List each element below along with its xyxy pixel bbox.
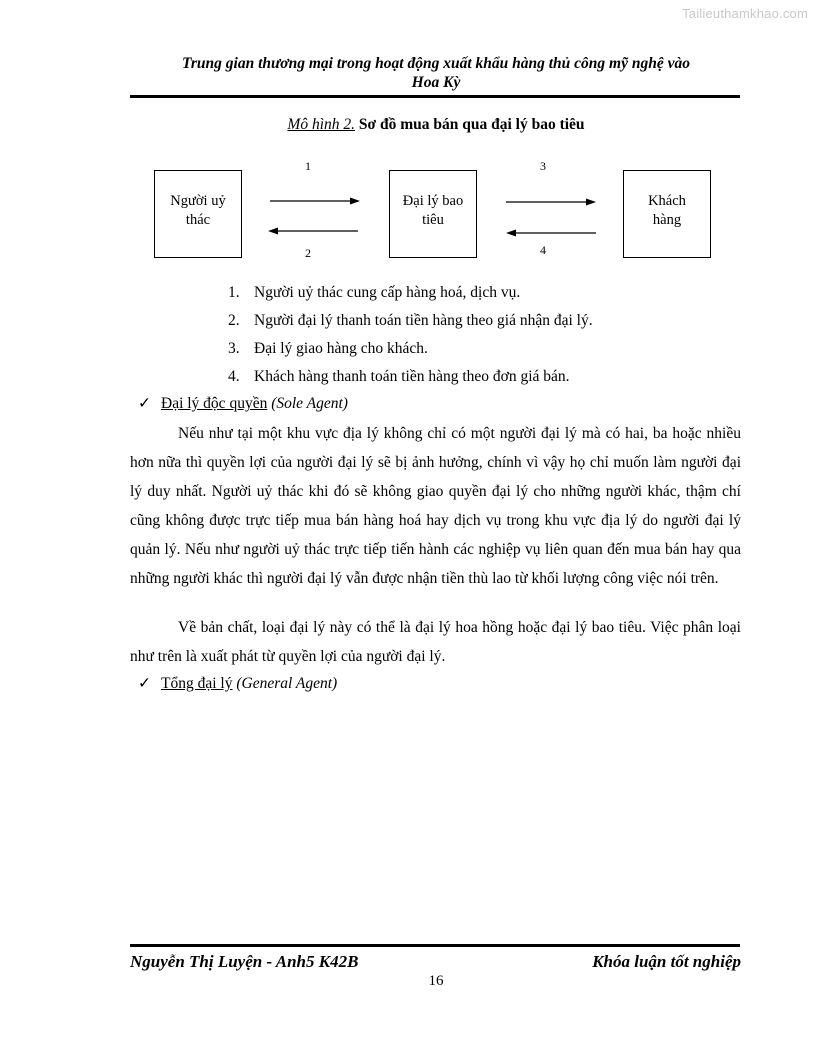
step-text: Đại lý giao hàng cho khách. xyxy=(254,340,428,357)
step-text: Người uỷ thác cung cấp hàng hoá, dịch vụ. xyxy=(254,284,521,301)
paragraph-sole-agent-1: Nếu như tại một khu vực địa lý không chỉ có một người đại lý mà có hai, ba hoặc nhiều hơn nữa thì quyền lợi của người đại lý sẽ bị ảnh hưởng, chính vì vậy họ chỉ muốn làm người đại lý duy nhất. Người uỷ thác khi đó sẽ không giao quyền đại lý cho những người khác, thậm chí cũng không được trực tiếp mua bán hàng hoá hay dịch vụ trong khu vực địa lý do người đại lý quản lý. Nếu như người uỷ thác trực tiếp tiến hành các nghiệp vụ liên quan đến mua bán hay qua những người khác thì người đại lý vẫn được nhận tiền thù lao từ khối lượng công việc nói trên. xyxy=(130,425,741,587)
box-customer-line1: Khách xyxy=(648,193,686,209)
step-text: Khách hàng thanh toán tiền hàng theo đơn giá bán. xyxy=(254,368,570,385)
section-heading-sole-agent xyxy=(138,394,348,413)
box-principal-line1: Người uỷ xyxy=(170,193,226,209)
figure-title: Sơ đồ mua bán qua đại lý bao tiêu xyxy=(358,116,585,133)
header-title-line2: Hoa Kỳ xyxy=(411,74,461,91)
box-agent-line1: Đại lý bao xyxy=(402,193,464,209)
arrow-2-left xyxy=(268,226,358,236)
step-text: Người đại lý thanh toán tiền hàng theo giá nhận đại lý. xyxy=(254,312,593,329)
section-title: Đại lý độc quyền xyxy=(161,395,268,412)
footer-rule xyxy=(130,944,740,947)
arrow-3-right xyxy=(506,197,596,207)
box-customer-line2: hàng xyxy=(652,212,682,228)
box-agent-line2: tiêu xyxy=(422,212,444,228)
list-item xyxy=(228,310,593,338)
box-principal xyxy=(154,170,242,258)
list-item xyxy=(228,366,593,394)
header-rule xyxy=(130,95,740,98)
arrow-number-3: 3 xyxy=(540,159,546,173)
box-principal-line2: thác xyxy=(185,212,211,228)
figure-caption xyxy=(130,116,742,134)
page-header-title xyxy=(130,54,742,92)
step-number: 4. xyxy=(228,368,240,385)
section-title: Tổng đại lý xyxy=(161,675,233,692)
footer-doc-type: Khóa luận tốt nghiệp xyxy=(592,952,741,971)
arrow-1-right xyxy=(270,196,360,206)
arrow-number-4: 4 xyxy=(540,243,546,257)
list-item xyxy=(228,282,593,310)
header-title-line1: Trung gian thương mại trong hoạt động xuất khẩu hàng thủ công mỹ nghệ vào xyxy=(181,55,690,72)
step-number: 1. xyxy=(228,284,240,301)
arrow-number-1: 1 xyxy=(305,159,311,173)
page-number: 16 xyxy=(428,973,444,989)
section-heading-general-agent xyxy=(138,674,337,693)
checkmark-icon: ✓ xyxy=(138,675,151,692)
step-list xyxy=(228,282,593,394)
step-number: 2. xyxy=(228,312,240,329)
paragraph-sole-agent-2: Về bản chất, loại đại lý này có thể là đại lý hoa hồng hoặc đại lý bao tiêu. Việc phân loại như trên là xuất phát từ quyền lợi của người đại lý. xyxy=(130,619,741,665)
footer-author: Nguyễn Thị Luyện - Anh5 K42B xyxy=(130,952,359,971)
section-english-term: (Sole Agent) xyxy=(271,395,348,412)
box-customer xyxy=(623,170,711,258)
section-english-term: (General Agent) xyxy=(236,675,338,692)
list-item xyxy=(228,338,593,366)
checkmark-icon: ✓ xyxy=(138,395,151,412)
arrow-4-left xyxy=(506,228,596,238)
watermark: Tailieuthamkhao.com xyxy=(682,6,808,21)
box-agent xyxy=(389,170,477,258)
step-number: 3. xyxy=(228,340,240,357)
figure-label: Mô hình 2. xyxy=(287,116,356,133)
arrow-number-2: 2 xyxy=(305,246,311,260)
